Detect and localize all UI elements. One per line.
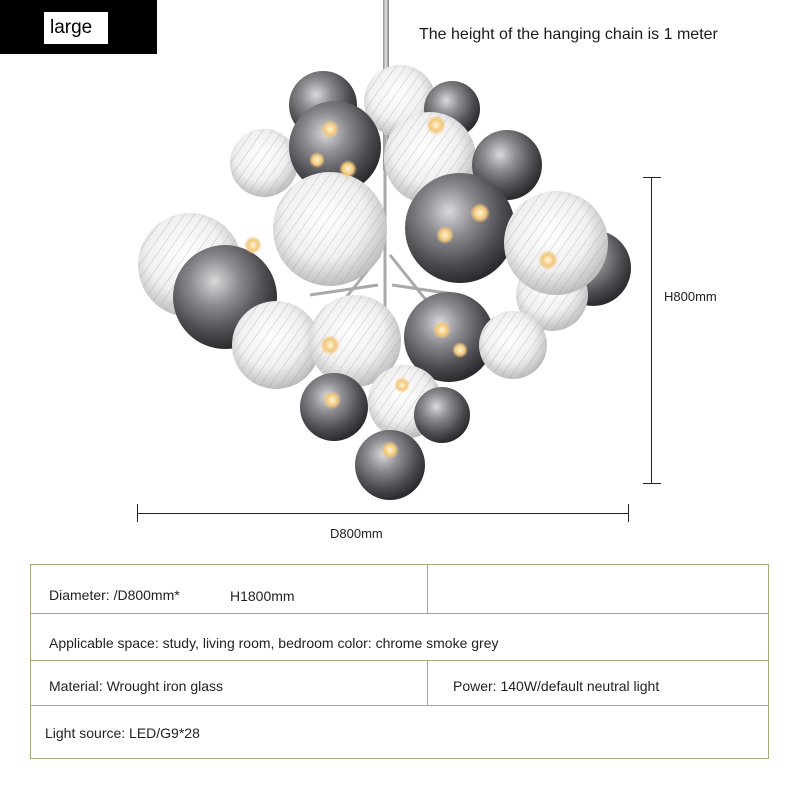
chandelier-image [130, 55, 640, 510]
spec-material: Material: Wrought iron glass [49, 678, 224, 694]
spec-applicable-space: Applicable space: study, living room, bedroom color: chrome smoke grey [49, 635, 499, 651]
diameter-dimension-tick-right [628, 504, 629, 522]
chain-height-note: The height of the hanging chain is 1 meter [419, 26, 718, 43]
spec-col-divider [427, 565, 428, 613]
diameter-dimension-tick-left [137, 504, 138, 522]
spec-row-divider [31, 660, 768, 661]
spec-height: H1800mm [230, 588, 295, 604]
spec-diameter: Diameter: /D800mm* [49, 587, 180, 603]
diameter-dimension-label: D800mm [330, 526, 383, 541]
spec-col-divider [427, 660, 428, 705]
height-dimension-tick-bottom [643, 483, 661, 484]
spec-light-source: Light source: LED/G9*28 [45, 725, 200, 741]
height-dimension-label: H800mm [664, 289, 717, 304]
height-dimension-line [651, 177, 652, 483]
diameter-dimension-line [137, 513, 629, 514]
spec-table [30, 564, 769, 759]
size-tag-label: large [44, 12, 108, 44]
spec-power: Power: 140W/default neutral light [453, 678, 660, 694]
spec-row-divider [31, 705, 768, 706]
size-tag [0, 0, 157, 54]
spec-row-divider [31, 613, 768, 614]
height-dimension-tick-top [643, 177, 661, 178]
